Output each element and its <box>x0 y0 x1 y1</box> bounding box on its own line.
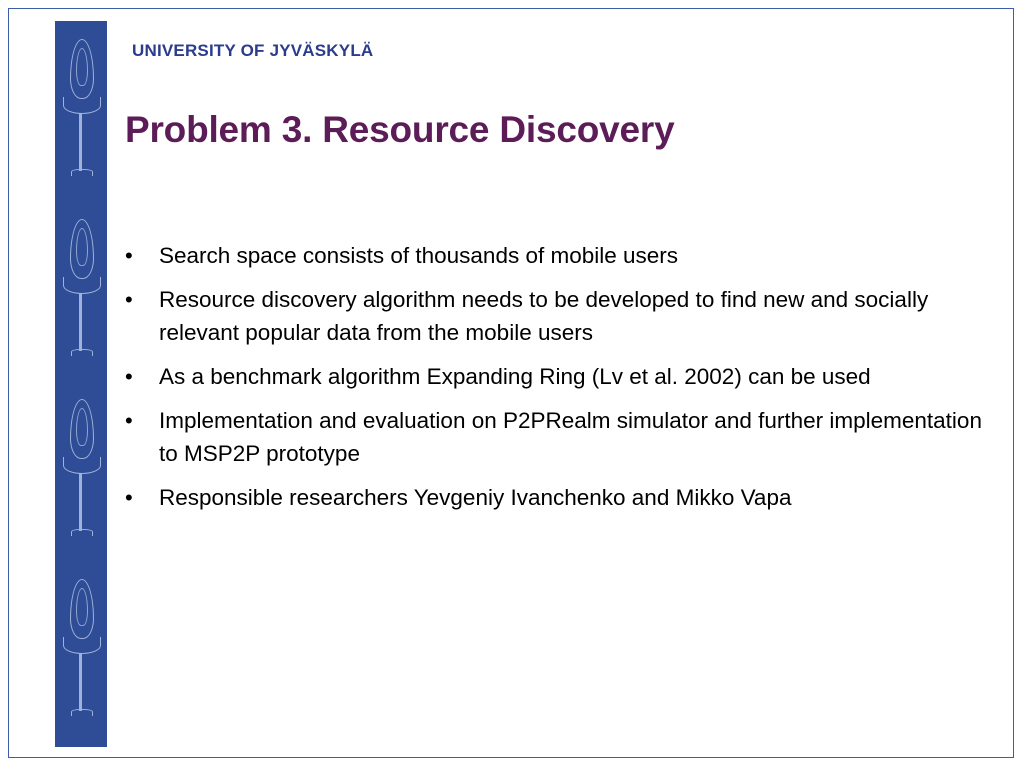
bullet-marker: • <box>125 364 133 389</box>
bullet-list <box>121 239 991 525</box>
torch-bowl <box>63 457 101 474</box>
list-item <box>121 360 991 393</box>
torch-icon <box>61 35 101 185</box>
list-item <box>121 404 991 470</box>
torch-stem <box>79 473 82 531</box>
torch-flame <box>70 399 94 459</box>
decorative-side-band <box>55 21 107 747</box>
organization-name: UNIVERSITY OF JYVÄSKYLÄ <box>132 41 374 60</box>
torch-bowl <box>63 97 101 114</box>
bullet-marker: • <box>125 408 133 433</box>
torch-base <box>71 169 93 176</box>
torch-flame <box>70 39 94 99</box>
torch-stem <box>79 653 82 711</box>
torch-flame <box>70 219 94 279</box>
torch-icon <box>61 395 101 545</box>
torch-icon <box>61 215 101 365</box>
page-title: Problem 3. Resource Discovery <box>125 109 675 150</box>
torch-bowl <box>63 277 101 294</box>
torch-stem <box>79 113 82 171</box>
list-item-text: Resource discovery algorithm needs to be developed to find new and socially relevant popular data from the mobile users <box>159 287 929 345</box>
bullet-marker: • <box>125 243 133 268</box>
list-item-text: Search space consists of thousands of mobile users <box>159 243 679 268</box>
slide <box>8 8 1014 758</box>
torch-base <box>71 349 93 356</box>
bullet-marker: • <box>125 287 133 312</box>
list-item-text: Responsible researchers Yevgeniy Ivanchenko and Mikko Vapa <box>159 485 792 510</box>
bullet-marker: • <box>125 485 133 510</box>
list-item-text: As a benchmark algorithm Expanding Ring (Lv et al. 2002) can be used <box>159 364 871 389</box>
list-item <box>121 283 991 349</box>
torch-flame <box>70 579 94 639</box>
list-item-text: Implementation and evaluation on P2PRealm simulator and further implementation to MSP2P prototype <box>159 408 982 466</box>
torch-bowl <box>63 637 101 654</box>
torch-stem <box>79 293 82 351</box>
torch-base <box>71 709 93 716</box>
torch-base <box>71 529 93 536</box>
list-item <box>121 239 991 272</box>
list-item <box>121 481 991 514</box>
slide-content <box>107 21 1001 745</box>
torch-icon <box>61 575 101 725</box>
